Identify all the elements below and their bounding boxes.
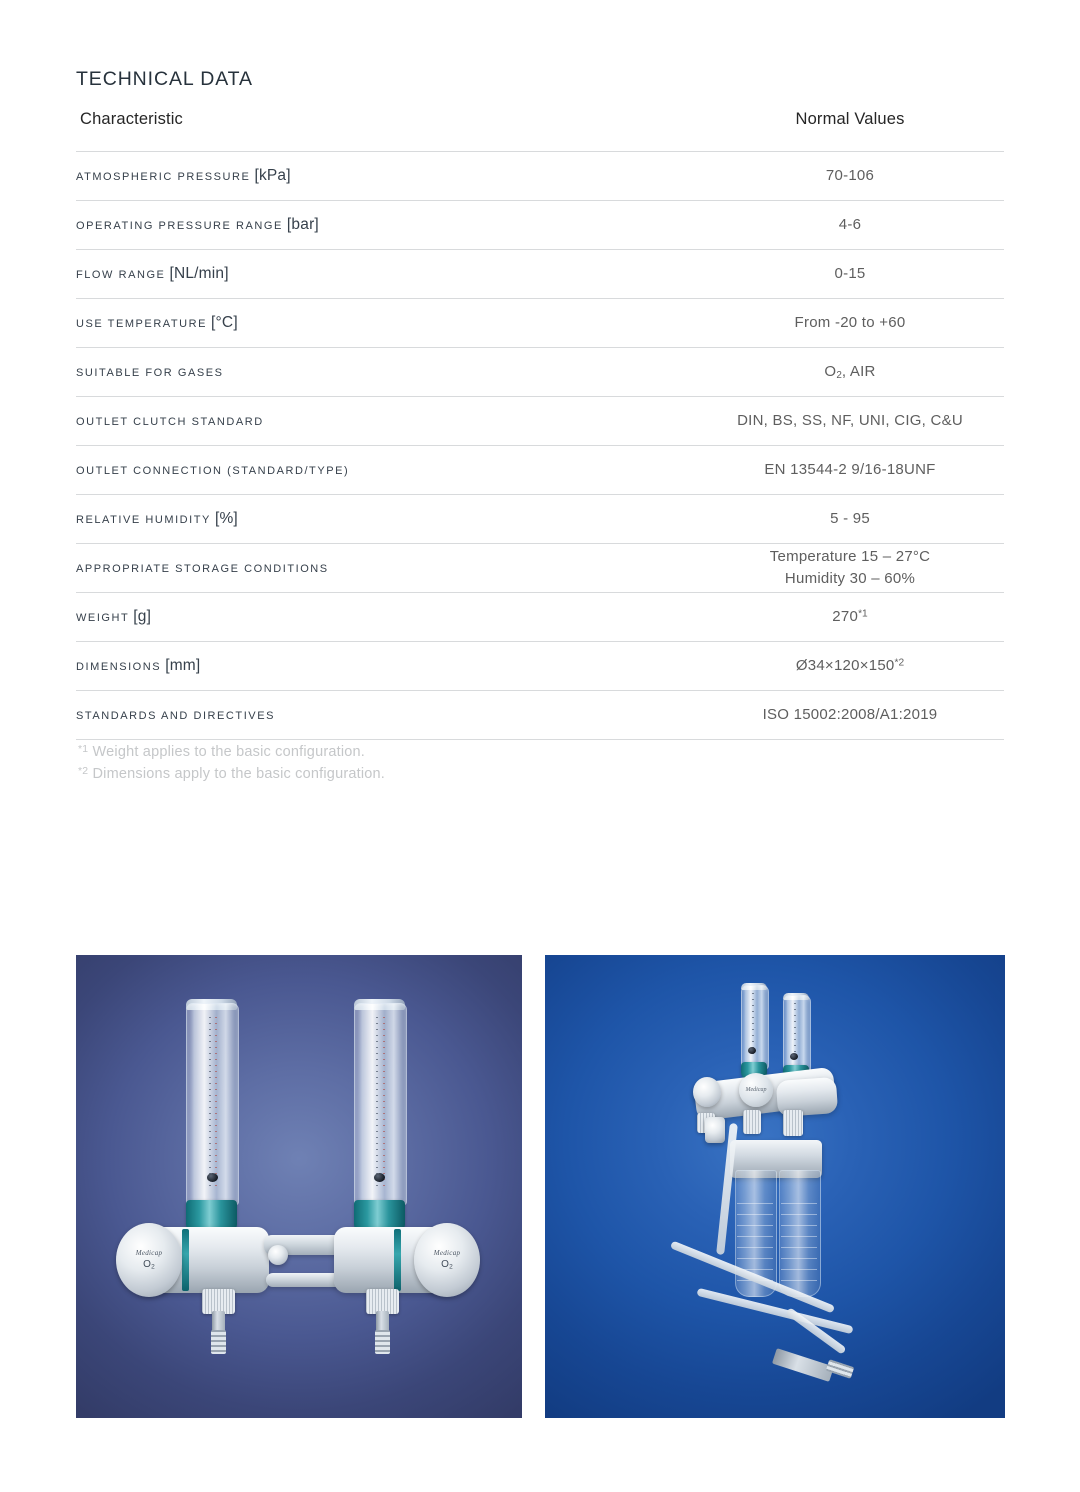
footnote-line-text: Dimensions apply to the basic configuration. [92, 766, 386, 783]
assembly-flow-tube-2 [783, 995, 811, 1073]
supply-hose-diagonal-3 [785, 1307, 846, 1355]
row-characteristic-label: SUITABLE FOR GASES [76, 367, 224, 379]
row-characteristic-cell [76, 495, 696, 544]
assembly-probe-block [705, 1117, 725, 1143]
knob-brand-label-left: Medicap [135, 1249, 163, 1258]
row-characteristic-label: STANDARDS AND DIRECTIVES [76, 710, 275, 722]
teal-ring-left [182, 1229, 189, 1291]
table-bottom-rule [76, 740, 1004, 741]
row-characteristic-cell [76, 446, 696, 495]
flow-float-right [374, 1173, 385, 1182]
row-value-text: From -20 to +60 [794, 314, 906, 332]
row-value-text: EN 13544-2 9/16-18UNF [764, 461, 936, 479]
row-value-text: 4-6 [838, 216, 862, 234]
row-characteristic-unit: [NL/min] [169, 265, 229, 282]
teal-ring-right [394, 1229, 401, 1291]
assembly-gauge: Medicap [739, 1073, 773, 1107]
outlet-barb-right [375, 1330, 390, 1354]
table-row [76, 397, 1004, 446]
row-value-cell [696, 446, 1004, 495]
footnote-marker: *1 [858, 608, 868, 620]
row-characteristic-label: APPROPRIATE STORAGE CONDITIONS [76, 563, 329, 575]
row-value-text: ISO 15002:2008/A1:2019 [762, 706, 938, 724]
row-characteristic-label: OUTLET CONNECTION (STANDARD/TYPE) [76, 465, 350, 477]
footnote-line [78, 742, 385, 764]
humidifier-graduations-2 [781, 1203, 817, 1287]
footnote-line-text: Weight applies to the basic configuration. [92, 744, 366, 761]
hose-end-connector [772, 1348, 834, 1382]
assembly-float-2 [790, 1053, 798, 1060]
row-value-cell [696, 397, 1004, 446]
row-characteristic-cell [76, 544, 696, 593]
row-characteristic-label: ATMOSPHERIC PRESSURE [76, 171, 251, 183]
control-knob-left[interactable] [116, 1223, 182, 1297]
subscript-2: 2 [836, 369, 842, 381]
row-value-text: 5 - 95 [830, 510, 870, 528]
row-value-cell [696, 250, 1004, 299]
product-photo-double-flowmeter [76, 955, 522, 1418]
row-value-line-1: Temperature 15 – 27°C [769, 548, 931, 566]
assembly-float-1 [748, 1047, 756, 1054]
table-header-row [76, 110, 1004, 152]
row-characteristic-cell [76, 691, 696, 740]
row-characteristic-unit: [%] [214, 510, 238, 527]
row-characteristic-unit: [kPa] [254, 167, 291, 184]
knob-gas-label-right: $O_2$ [441, 1259, 453, 1271]
rule-cell-left [76, 740, 696, 741]
knob-brand-label-right: Medicap [433, 1249, 461, 1258]
row-characteristic-cell [76, 348, 696, 397]
table-row [76, 495, 1004, 544]
row-value-text: DIN, BS, SS, NF, UNI, CIG, C&U [737, 412, 963, 430]
row-value-cell [696, 593, 1004, 642]
footnote-marker: *2 [894, 657, 905, 669]
row-value-cell [696, 152, 1004, 201]
row-value-text: 70-106 [825, 167, 875, 185]
row-characteristic-label: WEIGHT [76, 612, 130, 624]
row-value-cell [696, 642, 1004, 691]
row-characteristic-unit: [bar] [286, 216, 319, 233]
row-characteristic-cell [76, 201, 696, 250]
row-characteristic-label: OUTLET CLUTCH STANDARD [76, 416, 264, 428]
table-row [76, 152, 1004, 201]
footnote-line [78, 764, 385, 786]
table-row [76, 691, 1004, 740]
row-value-text: Ø34×120×150 [795, 657, 895, 675]
flow-scale-left [209, 1017, 211, 1189]
flow-scale-red-right [383, 1017, 385, 1189]
rule-cell-right [696, 740, 1004, 741]
row-value-text: 0-15 [834, 265, 866, 283]
row-characteristic-label: USE TEMPERATURE [76, 318, 208, 330]
table-row [76, 201, 1004, 250]
footnote-line-marker: *2 [78, 765, 89, 777]
row-value-text: $O_2$, AIR [824, 362, 876, 381]
row-characteristic-cell [76, 152, 696, 201]
footnotes [78, 742, 385, 786]
row-value-cell [696, 299, 1004, 348]
flow-scale-red-left [215, 1017, 217, 1189]
connecting-bridge-bottom [266, 1273, 342, 1287]
row-characteristic-label: RELATIVE HUMIDITY [76, 514, 211, 526]
row-characteristic-cell [76, 250, 696, 299]
table-row [76, 544, 1004, 593]
page-title: TECHNICAL DATA [76, 68, 253, 90]
flow-scale-right [376, 1017, 378, 1189]
row-characteristic-unit: [mm] [165, 657, 201, 674]
row-characteristic-cell [76, 397, 696, 446]
row-value-cell [696, 691, 1004, 740]
row-characteristic-unit: [°C] [211, 314, 238, 331]
row-value-cell [696, 201, 1004, 250]
product-photo-flowmeter-assembly [545, 955, 1005, 1418]
column-header-characteristic: Characteristic [80, 110, 183, 128]
row-value-text: 270 [832, 608, 859, 626]
table-row [76, 642, 1004, 691]
table-header [76, 110, 1004, 152]
table-row [76, 446, 1004, 495]
table-row [76, 299, 1004, 348]
product-image-gallery [76, 955, 1005, 1418]
row-characteristic-unit: [g] [133, 608, 152, 625]
table-body [76, 152, 1004, 741]
flow-float-left [207, 1173, 218, 1182]
assembly-knob-left[interactable] [693, 1077, 721, 1107]
control-knob-right[interactable] [414, 1223, 480, 1297]
row-characteristic-label: OPERATING PRESSURE RANGE [76, 220, 283, 232]
footnote-line-marker: *1 [78, 744, 89, 755]
knob-gas-label-left: $O_2$ [143, 1259, 155, 1271]
assembly-flow-tube-1 [741, 985, 769, 1069]
row-characteristic-cell [76, 642, 696, 691]
column-header-normal-values: Normal Values [795, 110, 905, 128]
table-row [76, 250, 1004, 299]
row-characteristic-label: DIMENSIONS [76, 661, 162, 673]
technical-data-table [76, 110, 1004, 740]
assembly-nut-center [743, 1110, 761, 1134]
row-characteristic-label: FLOW RANGE [76, 269, 166, 281]
row-value-line-2: Humidity 30 – 60% [784, 570, 916, 587]
table-row [76, 593, 1004, 642]
outlet-barb-left [211, 1330, 226, 1354]
row-characteristic-cell [76, 593, 696, 642]
row-value-cell [696, 495, 1004, 544]
table-row [76, 348, 1004, 397]
row-value-cell [696, 348, 1004, 397]
row-value-cell [696, 544, 1004, 593]
assembly-nut-right [783, 1110, 803, 1136]
bridge-port-indicator [268, 1245, 288, 1265]
row-characteristic-cell [76, 299, 696, 348]
